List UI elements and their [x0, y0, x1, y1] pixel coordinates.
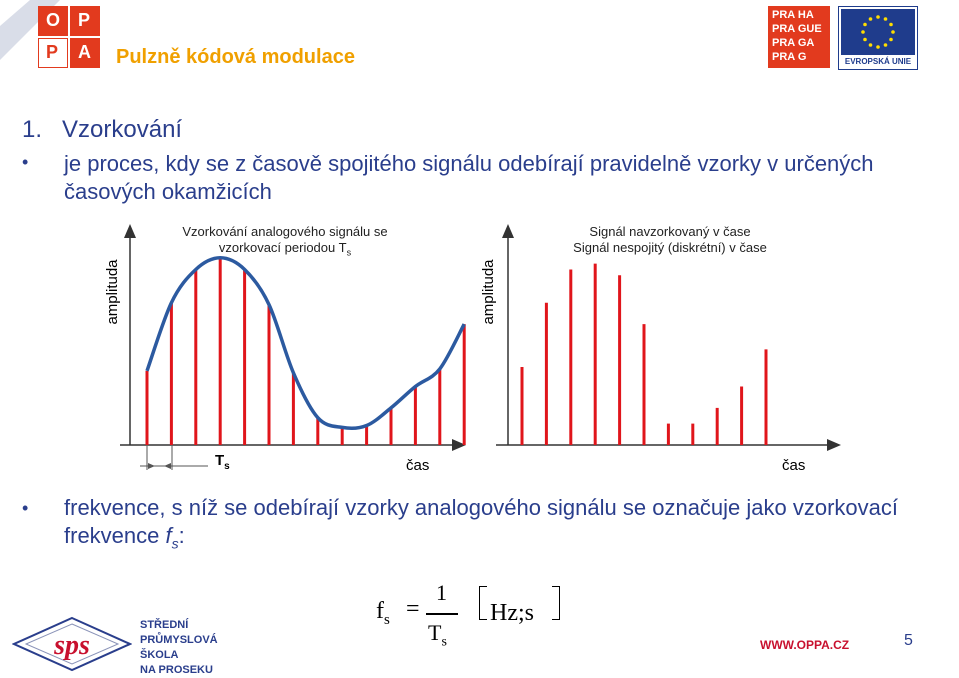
bracket-right-icon — [552, 586, 560, 620]
discrete-chart — [478, 220, 848, 480]
eu-star-icon — [876, 45, 880, 49]
eu-flag[interactable] — [838, 6, 918, 70]
chart-2-caption-line1: Signál navzorkovaný v čase — [589, 224, 751, 239]
x-axis-label: čas — [782, 457, 806, 474]
svg-text:sps: sps — [54, 630, 90, 661]
bullet-2-text: frekvence, s níž se odebírají vzorky analogového signálu se označuje jako vzorkovací frekvence $f_s$: — [64, 495, 899, 552]
eu-star-icon — [869, 43, 873, 47]
oppa-letter: P — [46, 42, 59, 62]
fraction-bar — [426, 613, 458, 615]
section-heading: 1. Vzorkování — [22, 116, 183, 143]
oppa-letter: P — [78, 10, 91, 30]
bullet-1-text: je proces, kdy se z časově spojitého signálu odebírají pravidelně vzorky v určených časových okamžicích — [64, 151, 874, 204]
y-axis-arrow-icon — [124, 224, 136, 238]
period-label: $T_s$ — [215, 452, 230, 472]
praha-line: PRA GA — [772, 37, 815, 49]
x-axis-arrow-icon — [827, 439, 841, 451]
chart-2-caption-line2: Signál nespojitý (diskrétní) v čase — [573, 240, 767, 255]
eu-star-icon — [884, 17, 888, 21]
eu-star-icon — [891, 30, 895, 34]
bullet-dot: • — [22, 498, 29, 518]
bracket-left-icon — [479, 586, 487, 620]
chart-1-caption — [150, 224, 420, 261]
eu-star-icon — [876, 15, 880, 19]
period-arrow-icon — [164, 463, 171, 469]
chart-1-caption-line1: Vzorkování analogového signálu se — [182, 224, 388, 239]
sps-logo-icon[interactable] — [12, 616, 132, 672]
bullet-dot: • — [22, 152, 29, 172]
eu-star-icon — [884, 43, 888, 47]
formula-denominator: $T_s$ — [428, 620, 447, 650]
oppa-logo[interactable] — [38, 6, 100, 68]
formula-equals: = — [406, 596, 420, 622]
x-axis-label: čas — [406, 457, 430, 474]
praha-logo[interactable] — [768, 6, 830, 68]
eu-star-icon — [863, 23, 867, 27]
formula — [376, 580, 576, 660]
eu-star-icon — [869, 17, 873, 21]
y-axis-label: amplituda — [480, 259, 497, 325]
chart-1-caption-line2: vzorkovací periodou $T_s$ — [218, 240, 352, 258]
praha-line: PRA G — [772, 51, 807, 63]
formula-lhs: $f_s$ — [376, 598, 390, 628]
school-line: PRŮMYSLOVÁ — [140, 634, 218, 646]
school-line: NA PROSEKU — [140, 664, 213, 676]
period-arrow-icon — [148, 463, 155, 469]
oppa-letter: O — [46, 10, 61, 30]
oppa-letter: A — [78, 42, 91, 62]
praha-line: PRA GUE — [772, 23, 822, 35]
page-title: Pulzně kódová modulace — [116, 46, 355, 68]
y-axis-arrow-icon — [502, 224, 514, 238]
eu-stars-icon — [841, 9, 915, 55]
formula-unit: Hz;s — [490, 600, 534, 626]
school-line: STŘEDNÍ — [140, 619, 189, 631]
praha-line: PRA HA — [772, 9, 814, 21]
page-number: 5 — [904, 632, 913, 649]
school-name — [140, 618, 218, 678]
formula-numerator: 1 — [436, 580, 447, 605]
footer-url-link[interactable]: WWW.OPPA.CZ — [760, 638, 850, 652]
eu-star-icon — [889, 23, 893, 27]
y-axis-label: amplituda — [104, 259, 121, 325]
eu-star-icon — [889, 38, 893, 42]
chart-2-caption — [520, 224, 820, 256]
school-line: ŠKOLA — [140, 649, 179, 661]
eu-label: EVROPSKÁ UNIE — [844, 57, 912, 66]
eu-star-icon — [863, 38, 867, 42]
eu-star-icon — [861, 30, 865, 34]
